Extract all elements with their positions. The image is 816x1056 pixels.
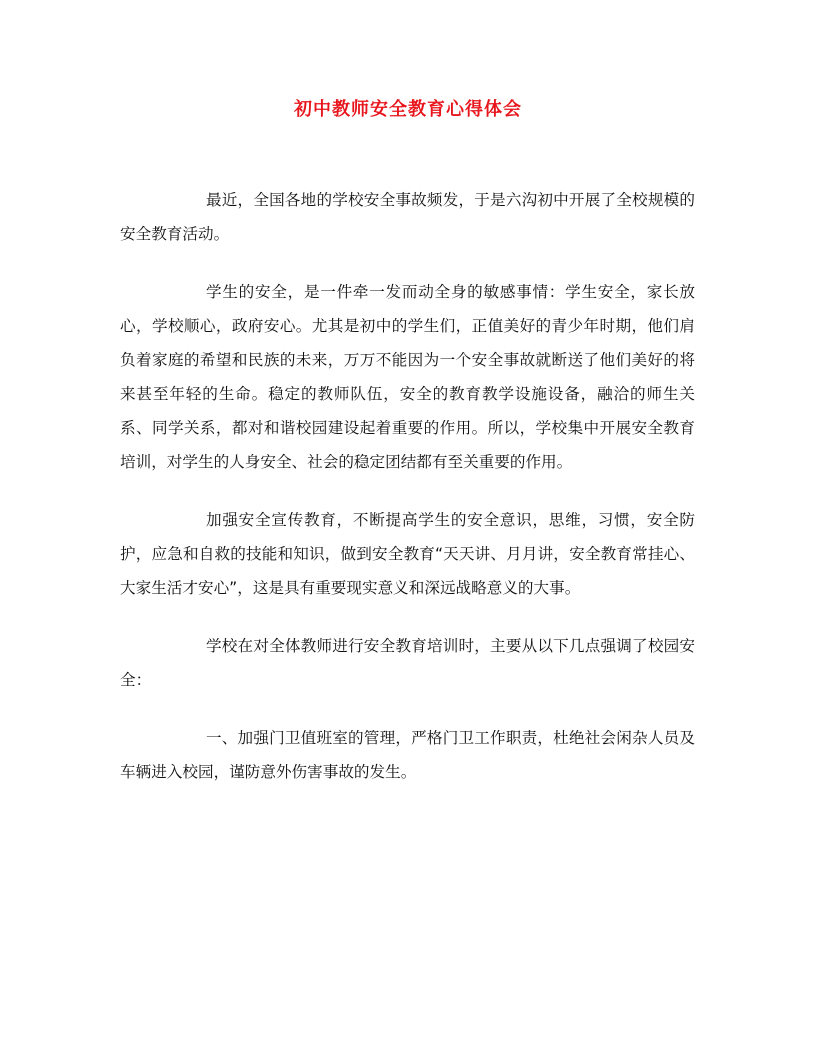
paragraph-point-one: 一、加强门卫值班室的管理，严格门卫工作职责，杜绝社会闲杂人员及车辆进入校园，谨防意外伤害事故的发生。	[120, 729, 695, 781]
document-body	[120, 183, 695, 813]
paragraph-safety-education: 加强安全宣传教育，不断提高学生的安全意识，思维，习惯，安全防护，应急和自救的技能和知识，做到安全教育“天天讲、月月讲，安全教育常挂心、大家生活才安心”，这是具有重要现实意义和深远战略意义的大事。	[120, 511, 695, 597]
paragraph-intro: 最近，全国各地的学校安全事故频发，于是六沟初中开展了全校规模的安全教育活动。	[120, 191, 695, 243]
paragraph-training-points: 学校在对全体教师进行安全教育培训时，主要从以下几点强调了校园安全：	[120, 637, 695, 689]
document-title: 初中教师安全教育心得体会	[294, 99, 522, 120]
paragraph-student-safety: 学生的安全，是一件牵一发而动全身的敏感事情：学生安全，家长放心，学校顺心，政府安心。尤其是初中的学生们，正值美好的青少年时期，他们肩负着家庭的希望和民族的未来，万万不能因为一个安全事故就断送了他们美好的将来甚至年轻的生命。稳定的教师队伍，安全的教育教学设施设备，融洽的师生关系、同学关系，都对和谐校园建设起着重要的作用。所以，学校集中开展安全教育培训，对学生的人身安全、社会的稳定团结都有至关重要的作用。	[120, 283, 695, 471]
